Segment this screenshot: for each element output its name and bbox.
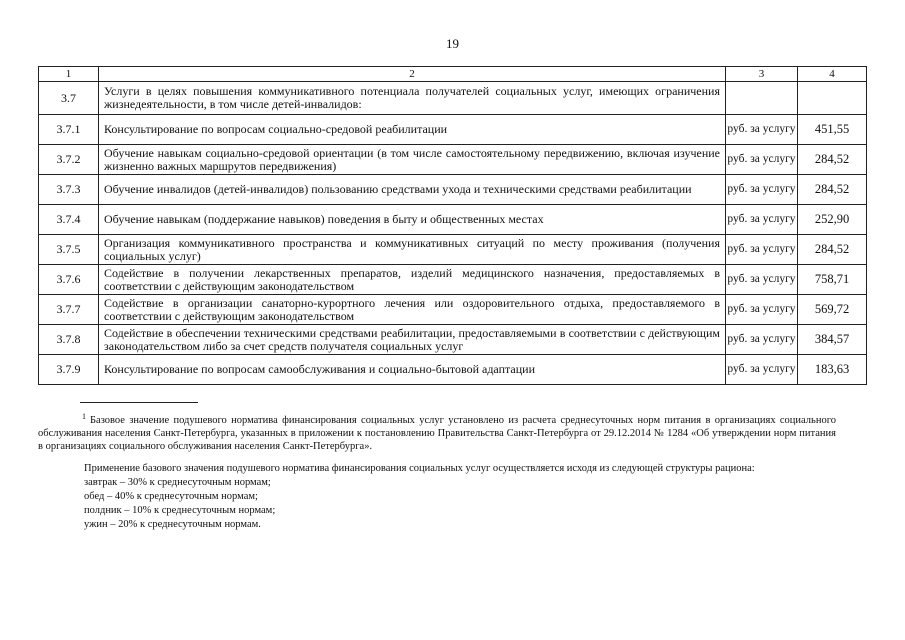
- meal-dinner: ужин – 20% к среднесуточным нормам.: [84, 519, 261, 530]
- meal-breakfast: завтрак – 30% к среднесуточным нормам;: [84, 477, 271, 488]
- price-cell: 384,57: [798, 325, 867, 355]
- unit-cell: руб. за услугу: [726, 115, 798, 145]
- footnote-body: Базовое значение подушевого норматива финансирования социальных услуг установлено из расчета среднесуточных норм питания в организациях социального обслуживания населения Санкт-Петербурга, указанных в приложении к постановлению Правительства Санкт-Петербурга от 29.12.2014 № 1284 «Об утверждении норм питания в организациях социального обслуживания населения Санкт-Петербурга».: [38, 415, 836, 452]
- price-cell: 252,90: [798, 205, 867, 235]
- row-number: 3.7.8: [39, 325, 99, 355]
- table-row: [39, 235, 867, 265]
- service-name: Обучение навыкам (поддержание навыков) поведения в быту и общественных местах: [99, 205, 726, 235]
- price-cell: 451,55: [798, 115, 867, 145]
- service-name: Содействие в обеспечении техническими средствами реабилитации, предоставляемыми в соответствии с действующим законодательством либо за счет средств получателя социальных услуг: [99, 325, 726, 355]
- row-number: 3.7.4: [39, 205, 99, 235]
- footnote-text: [38, 410, 836, 453]
- price-cell: 284,52: [798, 175, 867, 205]
- table-row: [39, 265, 867, 295]
- page-number: 19: [446, 36, 459, 51]
- unit-cell: руб. за услугу: [726, 205, 798, 235]
- service-name: Услуги в целях повышения коммуникативного потенциала получателей социальных услуг, имеющих ограничения жизнедеятельности, в том числе детей-инвалидов:: [99, 82, 726, 115]
- row-number: 3.7.7: [39, 295, 99, 325]
- meal-snack: полдник – 10% к среднесуточным нормам;: [84, 505, 276, 516]
- unit-cell: руб. за услугу: [726, 175, 798, 205]
- service-name: Содействие в получении лекарственных препаратов, изделий медицинского назначения, предоставляемых в соответствии с действующим законодательством: [99, 265, 726, 295]
- service-name: Консультирование по вопросам социально-средовой реабилитации: [99, 115, 726, 145]
- row-number: 3.7.2: [39, 145, 99, 175]
- table-row: [39, 355, 867, 385]
- header-col-2: 2: [99, 67, 726, 82]
- table-row: [39, 325, 867, 355]
- meal-lunch: обед – 40% к среднесуточным нормам;: [84, 491, 258, 502]
- price-cell: [798, 82, 867, 115]
- service-name: Обучение навыкам социально-средовой ориентации (в том числе самостоятельному передвижению, включая изучение жизненно важных маршрутов передвижения): [99, 145, 726, 175]
- unit-cell: руб. за услугу: [726, 145, 798, 175]
- unit-cell: руб. за услугу: [726, 325, 798, 355]
- price-cell: 758,71: [798, 265, 867, 295]
- header-col-4: 4: [798, 67, 867, 82]
- row-number: 3.7.5: [39, 235, 99, 265]
- unit-cell: руб. за услугу: [726, 265, 798, 295]
- table-header-row: [39, 67, 867, 82]
- table-row: [39, 145, 867, 175]
- table-row: [39, 115, 867, 145]
- unit-cell: [726, 82, 798, 115]
- price-cell: 569,72: [798, 295, 867, 325]
- footnote-application: Применение базового значения подушевого норматива финансирования социальных услуг осуществляется исходя из следующей структуры рациона:: [84, 463, 755, 474]
- price-cell: 284,52: [798, 235, 867, 265]
- row-number: 3.7.1: [39, 115, 99, 145]
- services-price-table: [38, 66, 867, 385]
- service-name: Организация коммуникативного пространства и коммуникативных ситуаций по месту проживания (получения социальных услуг): [99, 235, 726, 265]
- service-name: Содействие в организации санаторно-курортного лечения или оздоровительного отдыха, предоставляемого в соответствии с действующим законодательством: [99, 295, 726, 325]
- table-row: [39, 82, 867, 115]
- price-cell: 284,52: [798, 145, 867, 175]
- row-number: 3.7.6: [39, 265, 99, 295]
- service-name: Консультирование по вопросам самообслуживания и социально-бытовой адаптации: [99, 355, 726, 385]
- table-row: [39, 205, 867, 235]
- unit-cell: руб. за услугу: [726, 235, 798, 265]
- row-number: 3.7.3: [39, 175, 99, 205]
- header-col-1: 1: [39, 67, 99, 82]
- price-cell: 183,63: [798, 355, 867, 385]
- unit-cell: руб. за услугу: [726, 295, 798, 325]
- header-col-3: 3: [726, 67, 798, 82]
- row-number: 3.7.9: [39, 355, 99, 385]
- footnote-marker: 1: [82, 412, 86, 421]
- unit-cell: руб. за услугу: [726, 355, 798, 385]
- table-row: [39, 295, 867, 325]
- service-name: Обучение инвалидов (детей-инвалидов) пользованию средствами ухода и техническими средствами реабилитации: [99, 175, 726, 205]
- row-number: 3.7: [39, 82, 99, 115]
- table-row: [39, 175, 867, 205]
- footnote-divider: [80, 402, 198, 403]
